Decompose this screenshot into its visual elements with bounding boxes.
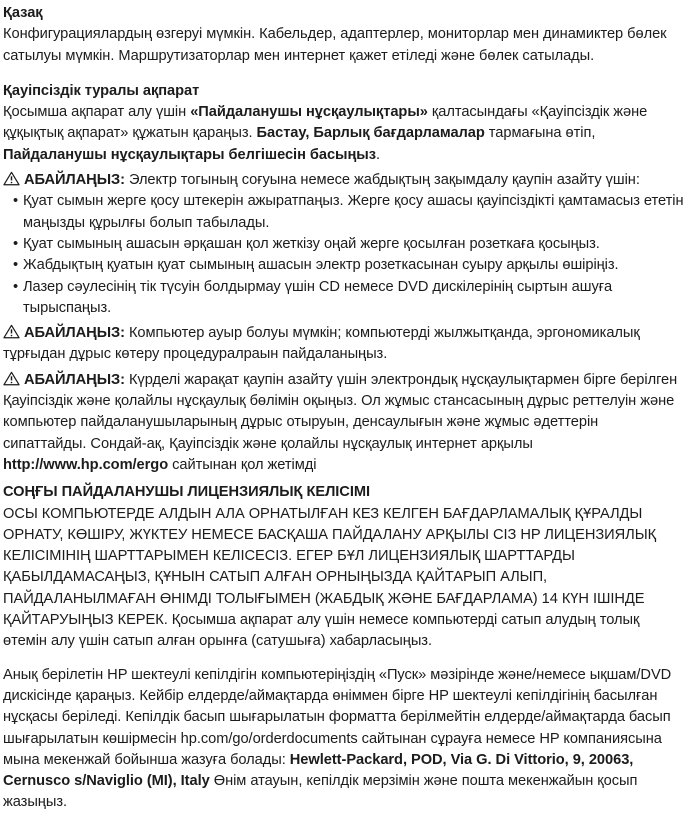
intro-section (3, 3, 684, 67)
configuration-note-paragraph: Конфигурациялардың өзгеруі мүмкін. Кабельдер, адаптерлер, мониторлар мен динамиктер бөлек сатылуы мүмкін. Маршрутизаторлар мен интернет қажет етіледі және бөлек сатылады. (3, 26, 667, 64)
warning-heavy-computer-text: АБАЙЛАҢЫЗ: Компьютер ауыр болуы мүмкін; компьютерді жылжытқанда, эргономикалық тұрғыдан дұрыс көтеру процедуралраын пайдаланыңыз. (3, 325, 640, 363)
language-heading: Қазақ (3, 5, 43, 21)
eula-paragraph: ОСЫ КОМПЬЮТЕРДЕ АЛДЫН АЛА ОРНАТЫЛҒАН КЕЗ КЕЛГЕН БАҒДАРЛАМАЛЫҚ ҚҰРАЛДЫ ОРНАТУ, КӨШІРУ, ЖҮКТЕУ НЕМЕСЕ БАСҚАША ПАЙДАЛАНУ АРҚЫЛЫ СІЗ HP ЛИЦЕНЗИЯЛЫҚ КЕЛІСІМІНІҢ ШАРТТАРЫМЕН КЕЛІСЕСІЗ. ЕГЕР БҰЛ ЛИЦЕНЗИЯЛЫҚ ШАРТТАРДЫ ҚАБЫЛДАМАСАҢЫЗ, ҚҰНЫН САТЫП АЛҒАН ОРНЫҢЫЗДА ҚАЙТАРЫП АЛЫП, ПАЙДАЛАНЫЛМАҒАН ӨНІМДІ ТОЛЫҒЫМЕН (ЖАБДЫҚ ЖӘНЕ БАҒДАРЛАМА) 14 КҮН ІШІНДЕ ҚАЙТАРУЫҢЫЗ КЕРЕК. Қосымша ақпарат алу үшін немесе компьютерді сатып алудың толық өтемін алу үшін сатып алған орынға (сатушыға) хабарласыңыз. (3, 505, 657, 650)
warning-electric-shock-text: АБАЙЛАҢЫЗ: Электр тогының соғуына немесе жабдықтың зақымдалу қаупін азайту үшін: (24, 172, 640, 189)
warning-serious-injury-text: АБАЙЛАҢЫЗ: Күрделі жарақат қаупін азайту үшін электрондық нұсқаулықтармен бірге берілген Қауіпсіздік және қолайлы нұсқаулық бөлімін оқыңыз. Ол жұмыс стансасының дұрыс реттелуін және компьютер пайдаланушыларының дұрыс отыруын, денсаулығын және жұмыс әдеттерін сипаттайды. Сондай-ақ, Қауіпсіздік және қолайлы нұсқаулық интернет арқылы http://www.hp.com/ergo сайтынан қол жетімді (3, 371, 678, 473)
warning-serious-injury (3, 370, 684, 476)
bullet-grounding-plug: • Қуат сымын жерге қосу штекерін ажыратпаңыз. Жерге қосу ашасы қауіпсіздікті қамтамасыз ететін маңызды құрылғы болып табылады. (23, 191, 684, 234)
warning-triangle-icon (3, 324, 20, 339)
safety-bullet-list (3, 191, 684, 319)
bullet-disconnect-power: • Жабдықтың қуатын қуат сымының ашасын электр розеткасынан суыру арқылы өшіріңіз. (23, 255, 684, 276)
eula-heading: СОҢҒЫ ПАЙДАЛАНУШЫ ЛИЦЕНЗИЯЛЫҚ КЕЛІСІМІ (3, 484, 371, 501)
warranty-section (3, 665, 684, 814)
safety-info-section (3, 81, 684, 166)
bullet-laser-discs: • Лазер сәулесінің тік түсуін болдырмау үшін CD немесе DVD дискілерінің сыртын ашуға тырыспаңыз. (23, 277, 684, 320)
safety-info-paragraph: Қосымша ақпарат алу үшін «Пайдаланушы нұсқаулықтары» қалтасындағы «Қауіпсіздік және құқықтық ақпарат» құжатын қараңыз. Бастау, Барлық бағдарламалар тармағына өтіп, Пайдаланушы нұсқаулықтары белгішесін басыңыз. (3, 104, 648, 163)
eula-section (3, 482, 684, 652)
warning-triangle-icon (3, 371, 20, 386)
warning-heavy-computer (3, 323, 684, 366)
warning-electric-shock (3, 170, 684, 191)
safety-info-heading: Қауіпсіздік туралы ақпарат (3, 82, 200, 99)
warning-triangle-icon (3, 171, 20, 186)
warnings-section (3, 170, 684, 476)
warranty-paragraph: Анық берілетін HP шектеулі кепілдігін компьютеріңіздің «Пуск» мәзірінде және/немесе ықшам/DVD дискісінде қараңыз. Кейбір елдерде/аймақтарда өніммен бірге HP шектеулі кепілдігінің басылған нұсқасы беріледі. Кепілдік басып шығарылатын форматта берілмейтін елдерде/аймақтарда басып шығарылатын көшірмесін hp.com/go/orderdocuments сайтынан сұрауға немесе HP компаниясына мына мекенжай бойынша жазуға болады: Hewlett-Packard, POD, Via G. Di Vittorio, 9, 20063, Cernusco s/Naviglio (MI), Italy Өнім атауын, кепілдік мерзімін және пошта мекенжайын қосып жазыңыз. (3, 666, 672, 811)
bullet-accessible-outlet: • Қуат сымының ашасын әрқашан қол жеткізу оңай жерге қосылған розеткаға қосыңыз. (23, 234, 684, 255)
